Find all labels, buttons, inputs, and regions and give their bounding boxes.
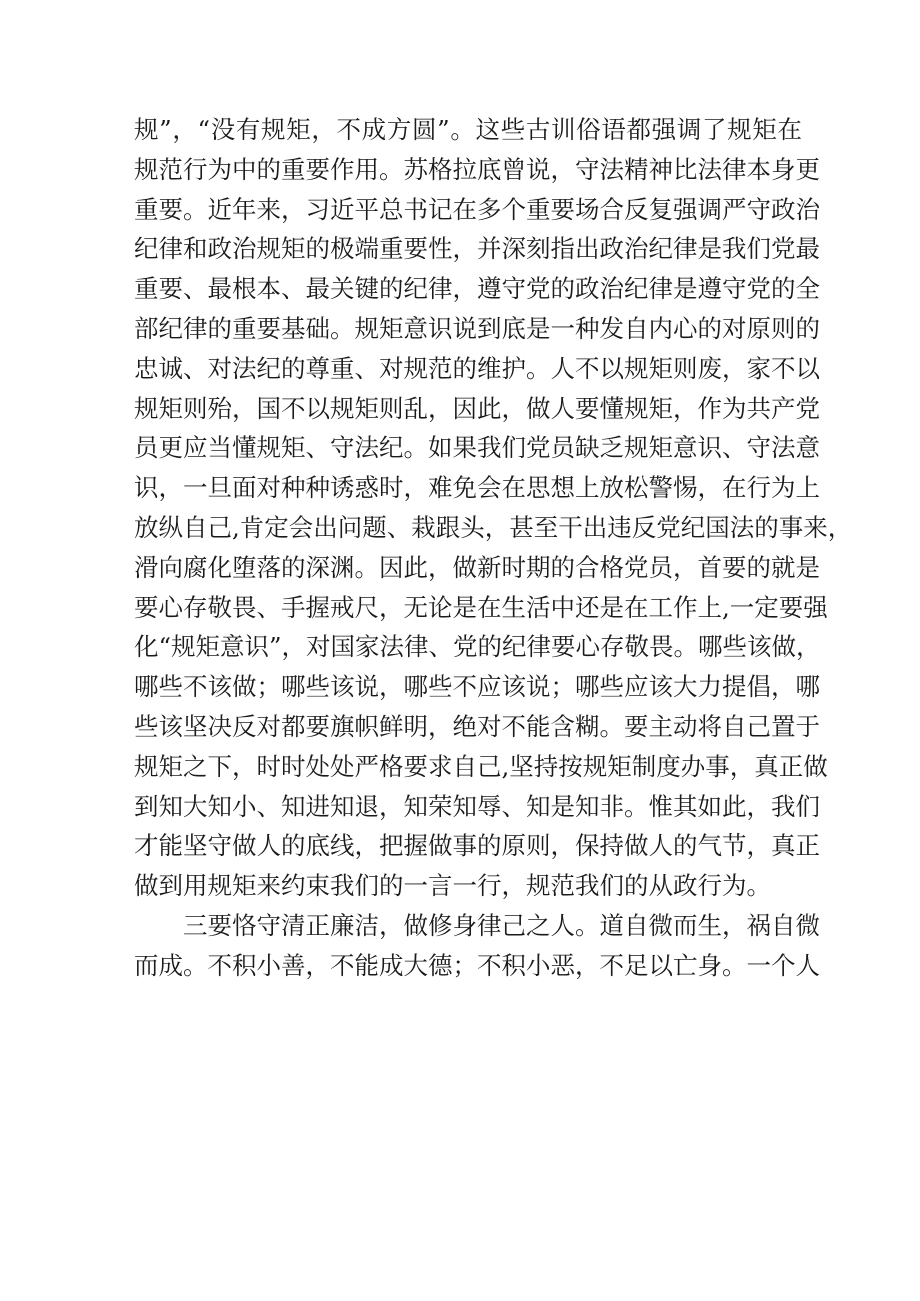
paragraph (134, 110, 853, 906)
text-line: 部纪律的重要基础。规矩意识说到底是一种发自内心的对原则的 (134, 313, 820, 343)
text-line: 纪律和政治规矩的极端重要性，并深刻指出政治纪律是我们党最 (134, 234, 820, 264)
text-line: 些该坚决反对都要旗帜鲜明，绝对不能含糊。要主动将自己置于 (134, 711, 820, 741)
text-line: 而成。不积小善，不能成大德；不积小恶，不足以亡身。一个人 (134, 950, 820, 980)
body-text (134, 110, 853, 986)
text-line: 忠诚、对法纪的尊重、对规范的维护。人不以规矩则废，家不以 (134, 353, 820, 383)
text-line: 才能坚守做人的底线，把握做事的原则，保持做人的气节，真正 (134, 831, 820, 861)
text-line: 员更应当懂规矩、守法纪。如果我们党员缺乏规矩意识、守法意 (134, 433, 820, 463)
text-line: 做到用规矩来约束我们的一言一行，规范我们的从政行为。 (134, 871, 771, 901)
text-line: 识，一旦面对种种诱惑时，难免会在思想上放松警惕，在行为上 (134, 473, 820, 503)
text-line: 规”，“没有规矩，不成方圆”。这些古训俗语都强调了规矩在 (134, 115, 802, 144)
text-line: 规矩之下，时时处处严格要求自己,坚持按规矩制度办事，真正做 (134, 751, 828, 781)
text-line: 滑向腐化堕落的深渊。因此，做新时期的合格党员，首要的就是 (134, 552, 820, 582)
text-line: 重要。近年来，习近平总书记在多个重要场合反复强调严守政治 (134, 194, 820, 224)
text-line: 三要恪守清正廉洁，做修身律己之人。道自微而生，祸自微 (183, 910, 820, 940)
text-line: 化“规矩意识”，对国家法律、党的纪律要心存敬畏。哪些该做， (134, 632, 821, 662)
text-line: 规范行为中的重要作用。苏格拉底曾说，守法精神比法律本身更 (134, 154, 820, 184)
text-line: 重要、最根本、最关键的纪律，遵守党的政治纪律是遵守党的全 (134, 274, 820, 304)
text-line: 放纵自己,肯定会出问题、栽跟头，甚至干出违反党纪国法的事来， (134, 512, 853, 542)
text-line: 到知大知小、知进知退，知荣知辱、知是知非。惟其如此，我们 (134, 791, 820, 821)
text-line: 规矩则殆，国不以规矩则乱，因此，做人要懂规矩，作为共产党 (134, 393, 820, 423)
paragraph (134, 906, 820, 986)
text-line: 哪些不该做；哪些该说，哪些不应该说；哪些应该大力提倡，哪 (134, 672, 820, 702)
text-line: 要心存敬畏、手握戒尺，无论是在生活中还是在工作上,一定要强 (134, 592, 828, 622)
